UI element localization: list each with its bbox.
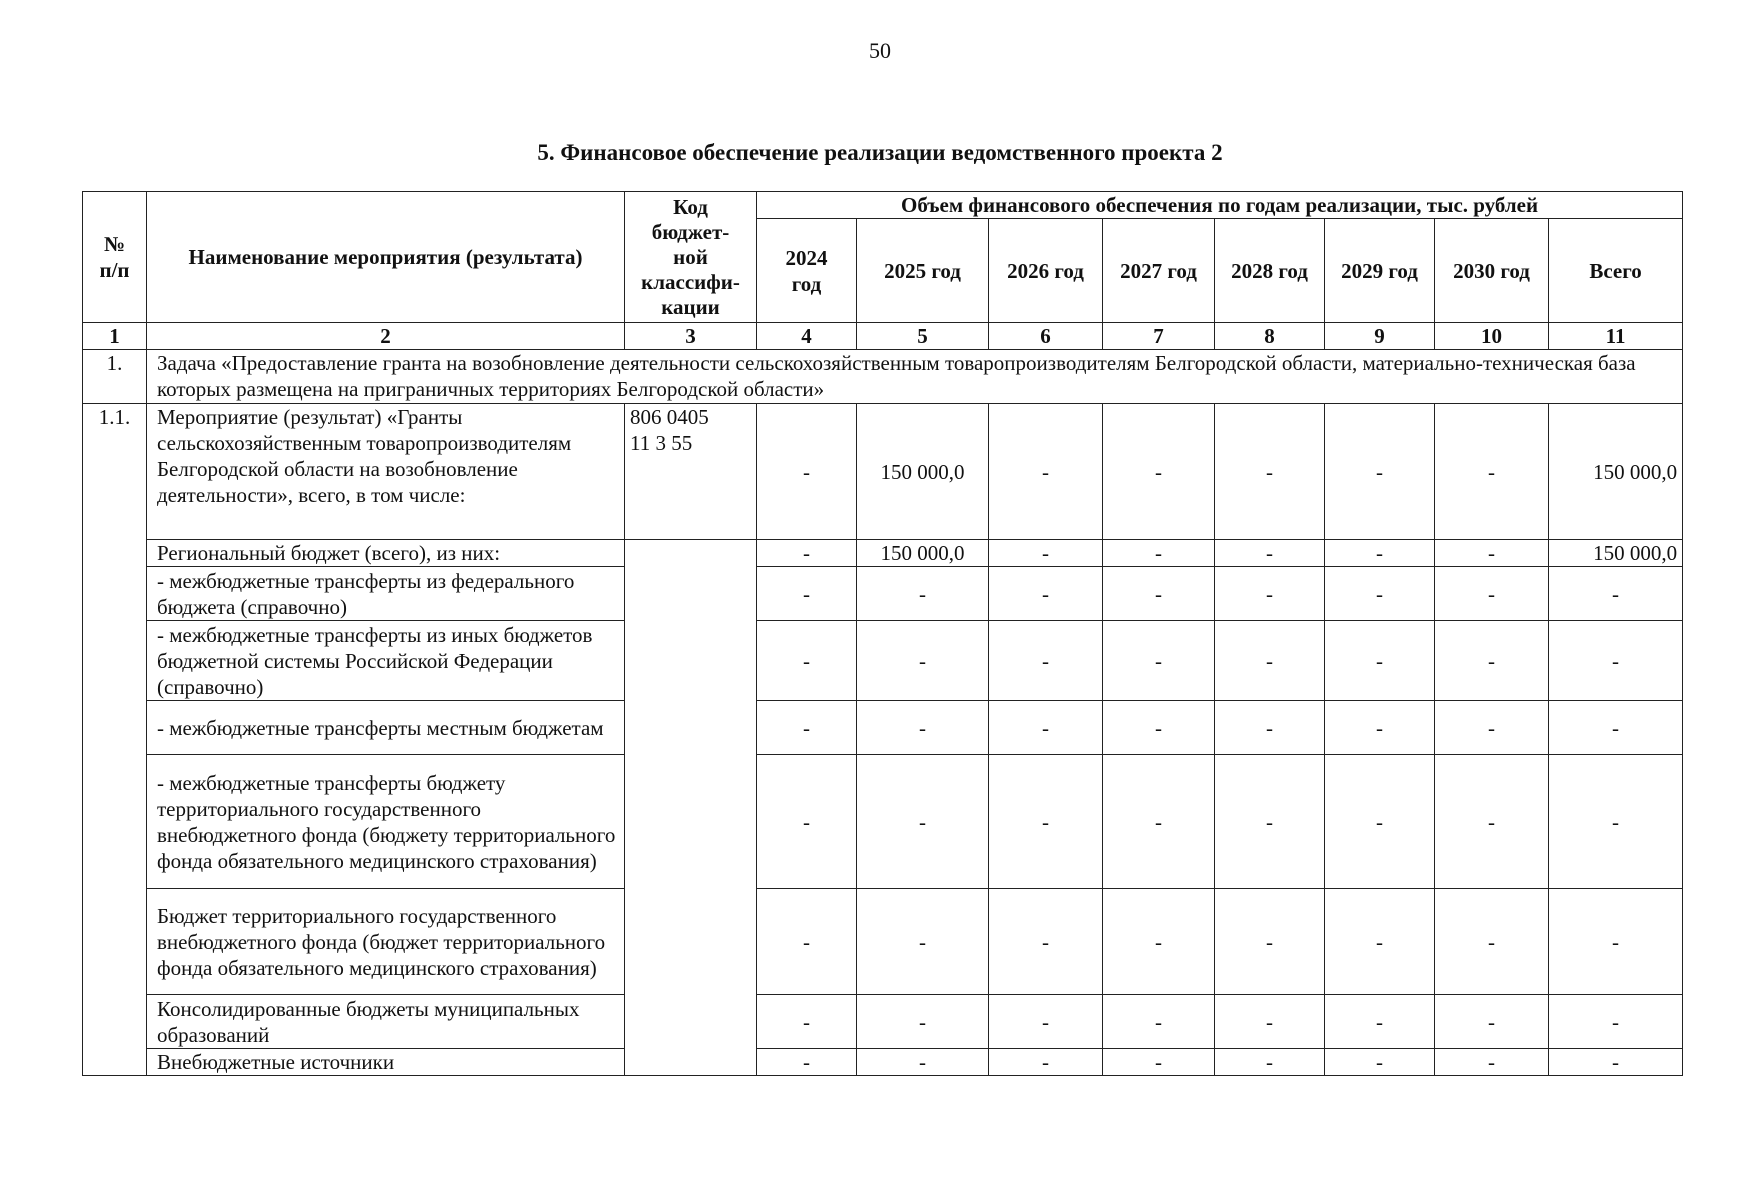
column-index: 5 [857,323,989,350]
measure-row [83,404,1683,540]
source-name: Бюджет территориального государственного внебюджетного фонда (бюджет территориального фонда обязательного медицинского страхования) [147,889,625,995]
header-year-2024: 2024 год [757,219,857,323]
header-year-2027: 2027 год [1103,219,1215,323]
value-cell: - [989,540,1103,567]
value-cell: - [857,1049,989,1076]
column-index: 2 [147,323,625,350]
value-cell: - [1215,621,1325,701]
value-cell: - [1103,889,1215,995]
value-cell: - [1435,540,1549,567]
value-cell: - [1215,995,1325,1049]
value-cell: - [1325,701,1435,755]
task-row [83,350,1683,404]
header-code: Код бюджет- ной классифи- кации [625,192,757,323]
value-cell: - [1325,567,1435,621]
value-cell: - [1215,540,1325,567]
source-row [83,540,1683,567]
value-cell: - [757,701,857,755]
column-index: 9 [1325,323,1435,350]
value-cell: - [1549,889,1683,995]
header-year-2025: 2025 год [857,219,989,323]
value-cell: - [1549,1049,1683,1076]
source-row [83,1049,1683,1076]
source-name: - межбюджетные трансферты местным бюджетам [147,701,625,755]
value-cell: - [857,889,989,995]
value-cell: - [989,701,1103,755]
header-total: Всего [1549,219,1683,323]
page-number: 50 [869,38,891,63]
value-cell: - [989,567,1103,621]
header-year-2028: 2028 год [1215,219,1325,323]
value-cell: - [989,621,1103,701]
value-cell: - [1325,889,1435,995]
value-cell: - [1549,621,1683,701]
value-cell: - [1325,995,1435,1049]
value-cell: - [1325,755,1435,889]
column-index: 3 [625,323,757,350]
measure-number: 1.1. [83,404,147,1076]
value-cell: - [1325,540,1435,567]
source-row [83,755,1683,889]
source-row [83,889,1683,995]
value-cell: - [1435,755,1549,889]
source-name: - межбюджетные трансферты бюджету территориального государственного внебюджетного фонда (бюджету территориального фонда обязательного медицинского страхования) [147,755,625,889]
value-cell: - [1435,889,1549,995]
column-index: 11 [1549,323,1683,350]
value-cell: - [857,755,989,889]
table-header [83,192,1683,323]
task-text: Задача «Предоставление гранта на возобновление деятельности сельскохозяйственным товаропроизводителям Белгородской области, материально-техническая база которых размещена на приграничных территориях Белгородской области» [147,350,1683,404]
value-cell: - [1103,567,1215,621]
value-cell: - [857,567,989,621]
value-cell: 150 000,0 [857,404,989,540]
value-cell: - [1435,621,1549,701]
source-name: Внебюджетные источники [147,1049,625,1076]
value-cell: - [1103,540,1215,567]
source-row [83,701,1683,755]
value-cell: - [757,404,857,540]
value-cell: - [1325,1049,1435,1076]
value-cell: - [1215,1049,1325,1076]
value-cell: 150 000,0 [1549,540,1683,567]
value-cell: - [1103,404,1215,540]
value-cell: - [857,701,989,755]
value-cell: - [1435,1049,1549,1076]
document-title: 5. Финансовое обеспечение реализации ведомственного проекта 2 [537,140,1223,165]
value-cell: - [1215,755,1325,889]
value-cell: - [1215,701,1325,755]
financing-table [82,191,1683,1076]
source-row [83,621,1683,701]
value-cell: - [1103,701,1215,755]
value-cell: - [989,995,1103,1049]
source-row [83,567,1683,621]
column-index: 4 [757,323,857,350]
task-number: 1. [83,350,147,404]
column-index: 7 [1103,323,1215,350]
value-cell: - [757,889,857,995]
value-cell: - [1103,621,1215,701]
source-name: Региональный бюджет (всего), из них: [147,540,625,567]
value-cell: 150 000,0 [1549,404,1683,540]
column-index: 8 [1215,323,1325,350]
header-year-2030: 2030 год [1435,219,1549,323]
value-cell: - [1325,404,1435,540]
value-cell: - [989,1049,1103,1076]
value-cell: - [1435,404,1549,540]
header-num: № п/п [83,192,147,323]
value-cell: - [757,540,857,567]
value-cell: - [857,995,989,1049]
header-year-2029: 2029 год [1325,219,1435,323]
value-cell: - [1549,755,1683,889]
value-cell: - [757,567,857,621]
value-cell: - [1103,1049,1215,1076]
value-cell: - [1215,567,1325,621]
budget-code-empty [625,540,757,1076]
source-name: Консолидированные бюджеты муниципальных образований [147,995,625,1049]
value-cell: - [989,404,1103,540]
value-cell: - [757,1049,857,1076]
header-volume: Объем финансового обеспечения по годам реализации, тыс. рублей [757,192,1683,219]
value-cell: - [1103,995,1215,1049]
column-index: 1 [83,323,147,350]
header-name: Наименование мероприятия (результата) [147,192,625,323]
budget-code: 806 0405 11 3 55 [625,404,757,540]
value-cell: - [1435,567,1549,621]
column-index: 6 [989,323,1103,350]
value-cell: - [1215,404,1325,540]
value-cell: - [757,621,857,701]
value-cell: - [1549,567,1683,621]
value-cell: - [757,755,857,889]
source-name: - межбюджетные трансферты из федерального бюджета (справочно) [147,567,625,621]
value-cell: - [1549,701,1683,755]
column-index-row [83,323,1683,350]
value-cell: - [989,755,1103,889]
column-index: 10 [1435,323,1549,350]
value-cell: - [989,889,1103,995]
value-cell: - [1215,889,1325,995]
value-cell: - [857,621,989,701]
value-cell: - [1549,995,1683,1049]
measure-name: Мероприятие (результат) «Гранты сельскохозяйственным товаропроизводителям Белгородской области на возобновление деятельности», всего, в том числе: [147,404,625,540]
value-cell: 150 000,0 [857,540,989,567]
value-cell: - [757,995,857,1049]
value-cell: - [1103,755,1215,889]
header-year-2026: 2026 год [989,219,1103,323]
source-name: - межбюджетные трансферты из иных бюджетов бюджетной системы Российской Федерации (справочно) [147,621,625,701]
value-cell: - [1325,621,1435,701]
source-row [83,995,1683,1049]
value-cell: - [1435,995,1549,1049]
value-cell: - [1435,701,1549,755]
